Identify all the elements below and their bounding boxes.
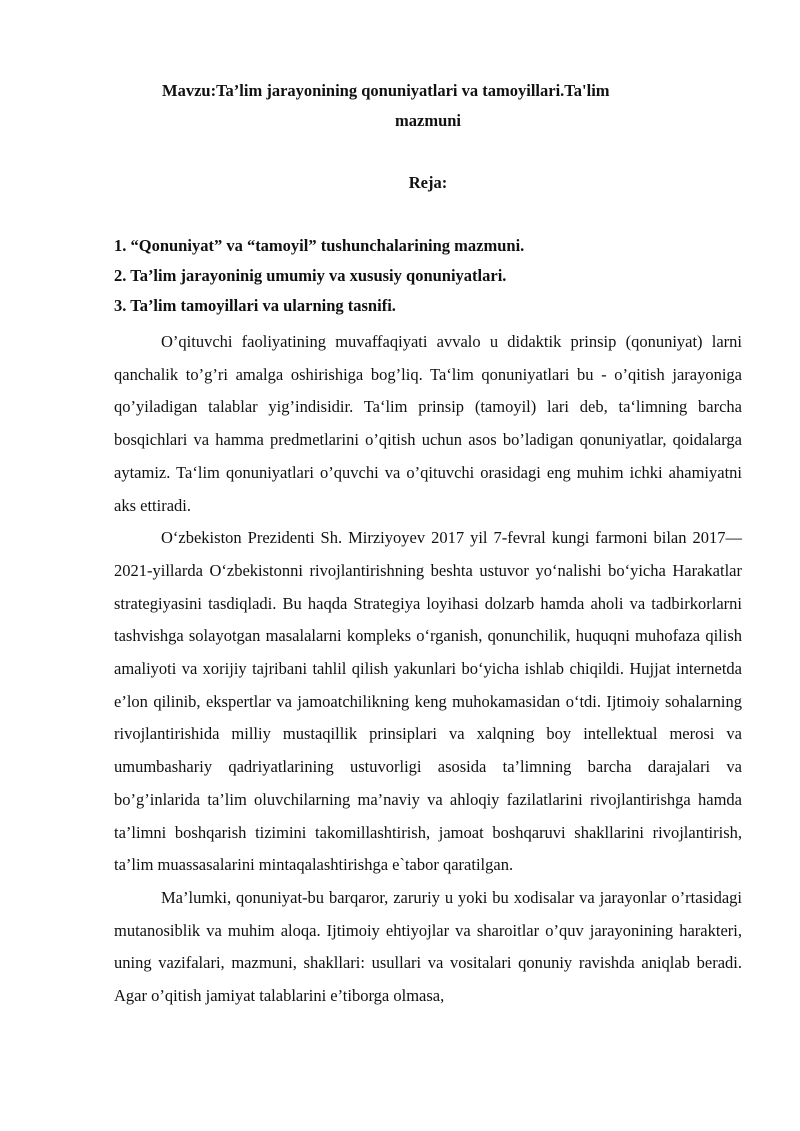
- document-title: [114, 76, 742, 136]
- plan-heading: Reja:: [408, 173, 448, 192]
- plan-item: 3. Ta’lim tamoyillari va ularning tasnifi.: [114, 296, 396, 315]
- plan-item: 2. Ta’lim jarayoninig umumiy va xususiy qonuniyatlari.: [114, 266, 507, 285]
- body-text: [114, 326, 742, 1013]
- paragraph: O’qituvchi faoliyatining muvaffaqiyati avvalo u didaktik prinsip (qonuniyat) larni qanchalik to’g’ri amalga oshirishiga bog’liq. Ta‘lim qonuniyatlari bu - o’qitish jarayoniga qo’yiladigan talablar yig’indisidir. Ta‘lim prinsip (tamoyil) lari deb, ta‘limning barcha bosqichlari va hamma predmetlarini o’qitish uchun asos bo’ladigan qonuniyatlar, qoidalarga aytamiz. Ta‘lim qonuniyatlari o’quvchi va o’qituvchi orasidagi eng muhim ichki ahamiyatni aks ettiradi.: [114, 332, 742, 515]
- paragraph: Ma’lumki, qonuniyat-bu barqaror, zaruriy u yoki bu xodisalar va jarayonlar o’rtasidagi mutanosiblik va muhim aloqa. Ijtimoiy ehtiyojlar va sharoitlar o’quv jarayonining harakteri, uning vazifalari, mazmuni, shakllari: usullari va vositalari qonuniy ravishda aniqlab beradi. Agar o’qitish jamiyat talablarini e’tiborga olmasa,: [114, 887, 742, 1006]
- title-line-1: Mavzu:Ta’lim jarayonining qonuniyatlari va tamoyillari.Ta'lim: [162, 81, 610, 100]
- title-line-2: mazmuni: [395, 111, 461, 130]
- plan-item: 1. “Qonuniyat” va “tamoyil” tushunchalarining mazmuni.: [114, 236, 525, 255]
- paragraph: O‘zbekiston Prezidenti Sh. Mirziyoyev 2017 yil 7-fevral kungi farmoni bilan 2017—2021-yillarda O‘zbekistonni rivojlantirishning beshta ustuvor yo‘nalishi bo‘yicha Harakatlar strategiyasini tasdiqladi. Bu haqda Strategiya loyihasi dolzarb hamda aholi va tadbirkorlarni tashvishga solayotgan masalalarni kompleks o‘rganish, qonunchilik, huquqni muhofaza qilish amaliyoti va xorijiy tajribani tahlil qilish yakunlari bo‘yicha ishlab chiqildi. Hujjat internetda e’lon qilinib, ekspertlar va jamoatchilikning keng muhokamasidan o‘tdi. Ijtimoiy sohalarning rivojlantirishida milliy mustaqillik prinsiplari va xalqning boy intellektual merosi va umumbashariy qadriyatlarining ustuvorligi asosida ta’limning barcha darajalari va bo’g’inlarida ta’lim oluvchilarning ma’naviy va ahloqiy fazilatlarini rivojlantirishga hamda ta’limni boshqarish tizimini takomillashtirish, jamoat boshqaruvi shakllarini rivojlantirish, ta’lim muassasalarini mintaqalashtirishga e`tabor qaratilgan.: [114, 528, 742, 875]
- plan-list: [114, 231, 742, 321]
